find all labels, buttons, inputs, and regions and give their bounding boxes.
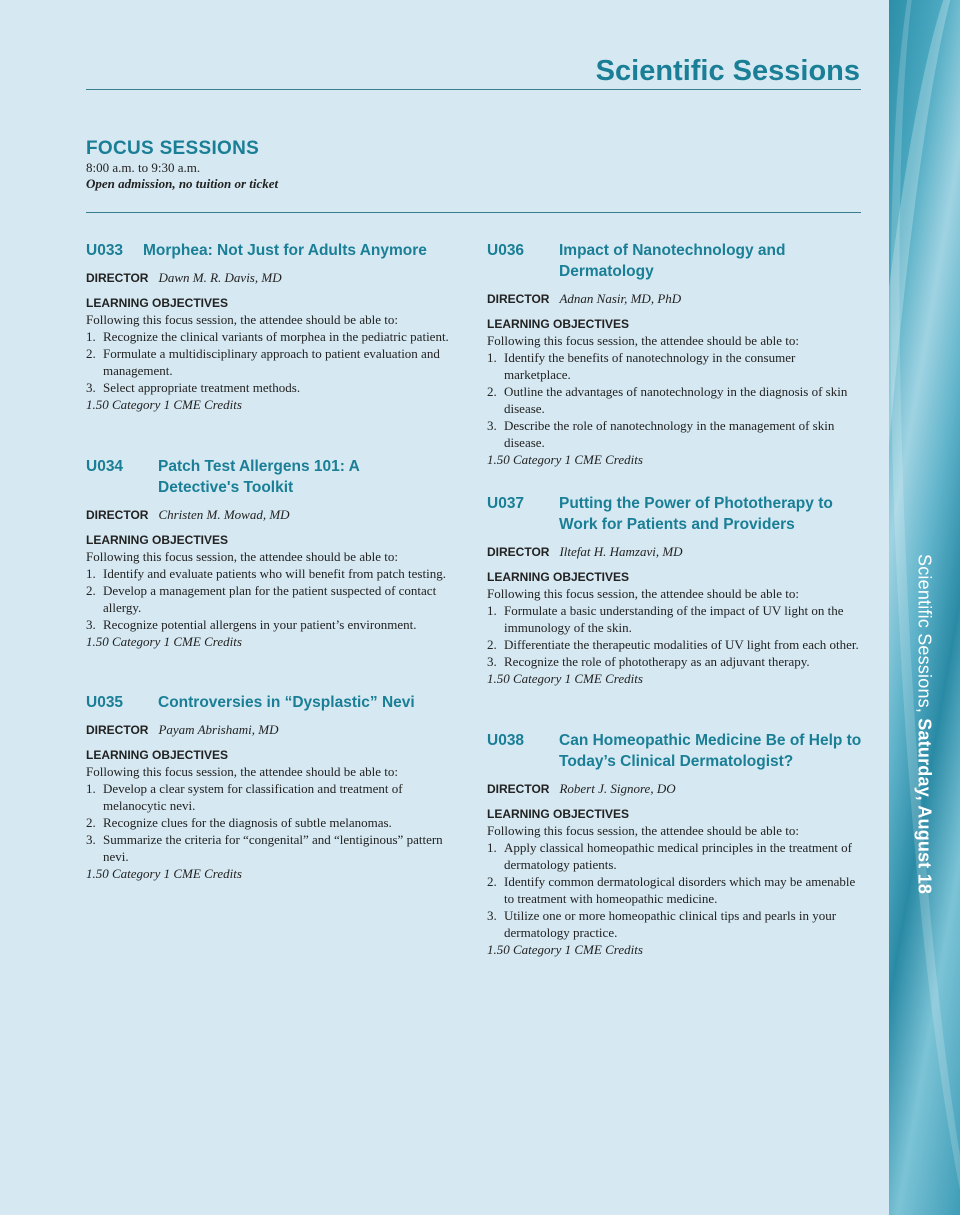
section-rule <box>86 212 861 213</box>
learning-objectives-label: LEARNING OBJECTIVES <box>86 748 229 762</box>
page-title: Scientific Sessions <box>595 55 860 87</box>
cme-credits: 1.50 Category 1 CME Credits <box>487 671 643 686</box>
director-name: Robert J. Signore, DO <box>559 781 676 796</box>
director-label: DIRECTOR <box>86 271 149 285</box>
director-label: DIRECTOR <box>487 782 550 796</box>
session-code: U033 <box>86 242 124 259</box>
objectives-list <box>487 602 862 670</box>
director-name: Iltefat H. Hamzavi, MD <box>559 544 683 559</box>
session-u036 <box>487 240 862 468</box>
objective-item: 2. Develop a management plan for the patient suspected of contact allergy. <box>86 583 437 615</box>
objective-item: 2. Identify common dermatological disorders which may be amenable to treatment with homeopathic medicine. <box>487 874 856 906</box>
session-u035 <box>86 692 461 882</box>
objective-item: 3. Recognize potential allergens in your patient’s environment. <box>86 617 417 632</box>
objectives-intro: Following this focus session, the attendee should be able to: <box>487 333 799 348</box>
learning-objectives-label: LEARNING OBJECTIVES <box>487 317 630 331</box>
sidebar-caption: Scientific Sessions, Saturday, August 18 <box>914 554 935 895</box>
director-name: Christen M. Mowad, MD <box>158 507 290 522</box>
objective-item: 2. Outline the advantages of nanotechnology in the diagnosis of skin disease. <box>487 384 848 416</box>
learning-objectives-label: LEARNING OBJECTIVES <box>86 533 229 547</box>
session-u038 <box>487 730 862 958</box>
session-title: Morphea: Not Just for Adults Anymore <box>143 242 427 259</box>
cme-credits: 1.50 Category 1 CME Credits <box>487 452 643 467</box>
objective-item: 3. Describe the role of nanotechnology in the management of skin disease. <box>487 418 835 450</box>
learning-objectives-label: LEARNING OBJECTIVES <box>487 570 630 584</box>
learning-objectives-label: LEARNING OBJECTIVES <box>86 296 229 310</box>
director-name: Adnan Nasir, MD, PhD <box>559 291 682 306</box>
cme-credits: 1.50 Category 1 CME Credits <box>487 942 643 957</box>
objective-item: 3. Select appropriate treatment methods. <box>86 380 301 395</box>
session-u033 <box>86 240 461 413</box>
objective-item: 1. Identify and evaluate patients who will benefit from patch testing. <box>86 566 446 581</box>
objective-item: 3. Summarize the criteria for “congenital” and “lentiginous” pattern nevi. <box>86 832 443 864</box>
objective-item: 2. Differentiate the therapeutic modalities of UV light from each other. <box>487 637 859 652</box>
director-name: Dawn M. R. Davis, MD <box>158 270 282 285</box>
objectives-intro: Following this focus session, the attendee should be able to: <box>86 312 398 327</box>
session-u037 <box>487 493 862 687</box>
session-code: U038 <box>487 732 525 749</box>
objectives-list <box>86 565 461 633</box>
session-code: U037 <box>487 495 525 512</box>
header-rule <box>86 89 861 90</box>
session-title: Impact of Nanotechnology and Dermatology <box>559 242 786 280</box>
objectives-list <box>487 839 862 941</box>
objective-item: 1. Develop a clear system for classification and treatment of melanocytic nevi. <box>86 781 403 813</box>
objective-item: 1. Apply classical homeopathic medical principles in the treatment of dermatology patients. <box>487 840 852 872</box>
objectives-intro: Following this focus session, the attendee should be able to: <box>86 549 398 564</box>
session-u034 <box>86 456 461 650</box>
objectives-intro: Following this focus session, the attendee should be able to: <box>86 764 398 779</box>
director-label: DIRECTOR <box>487 545 550 559</box>
session-title: Can Homeopathic Medicine Be of Help to Today’s Clinical Dermatologist? <box>559 732 862 770</box>
director-label: DIRECTOR <box>86 723 149 737</box>
session-code: U036 <box>487 242 525 259</box>
session-title: Controversies in “Dysplastic” Nevi <box>158 694 415 711</box>
objective-item: 2. Recognize clues for the diagnosis of subtle melanomas. <box>86 815 392 830</box>
objective-item: 1. Identify the benefits of nanotechnology in the consumer marketplace. <box>487 350 796 382</box>
learning-objectives-label: LEARNING OBJECTIVES <box>487 807 630 821</box>
cme-credits: 1.50 Category 1 CME Credits <box>86 397 242 412</box>
objective-item: 2. Formulate a multidisciplinary approach to patient evaluation and management. <box>86 346 440 378</box>
objective-item: 3. Recognize the role of phototherapy as an adjuvant therapy. <box>487 654 810 669</box>
objectives-intro: Following this focus session, the attendee should be able to: <box>487 823 799 838</box>
director-name: Payam Abrishami, MD <box>158 722 279 737</box>
objective-item: 1. Formulate a basic understanding of the impact of UV light on the immunology of the skin. <box>487 603 844 635</box>
session-title: Patch Test Allergens 101: A Detective's Toolkit <box>158 458 360 496</box>
session-code: U035 <box>86 694 124 711</box>
cme-credits: 1.50 Category 1 CME Credits <box>86 866 242 881</box>
focus-sessions-admission: Open admission, no tuition or ticket <box>86 176 279 191</box>
focus-sessions-heading: FOCUS SESSIONS <box>86 138 260 159</box>
director-label: DIRECTOR <box>487 292 550 306</box>
objectives-list <box>86 328 461 396</box>
objectives-intro: Following this focus session, the attendee should be able to: <box>487 586 799 601</box>
objectives-list <box>487 349 862 451</box>
cme-credits: 1.50 Category 1 CME Credits <box>86 634 242 649</box>
session-code: U034 <box>86 458 124 475</box>
focus-sessions-time: 8:00 a.m. to 9:30 a.m. <box>86 160 201 175</box>
objective-item: 1. Recognize the clinical variants of morphea in the pediatric patient. <box>86 329 449 344</box>
objectives-list <box>86 780 461 865</box>
objective-item: 3. Utilize one or more homeopathic clinical tips and pearls in your dermatology practice. <box>487 908 837 940</box>
director-label: DIRECTOR <box>86 508 149 522</box>
session-title: Putting the Power of Phototherapy to Work for Patients and Providers <box>559 495 833 533</box>
